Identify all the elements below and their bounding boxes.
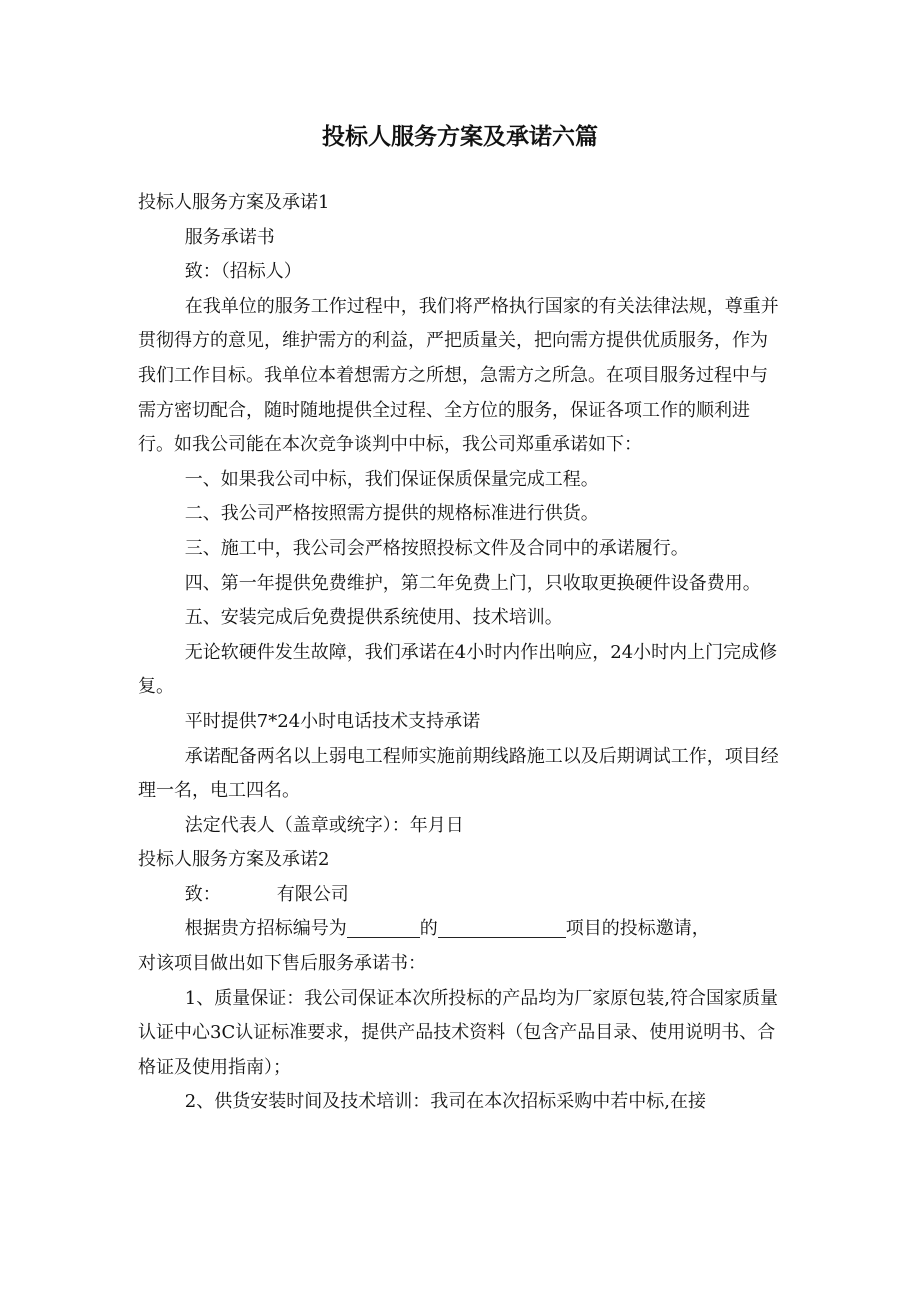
invitation-text: 根据贵方招标编号为	[184, 918, 347, 940]
addressee	[138, 878, 783, 913]
service-item: 1、质量保证：我公司保证本次所投标的产品均为厂家原包装,符合国家质量认证中心3C认证标准要求，提供产品技术资料（包含产品目录、使用说明书、合格证及使用指南）；	[138, 987, 778, 1078]
section-subtitle: 服务承诺书	[184, 226, 275, 248]
addressee-company: 有限公司	[276, 883, 349, 905]
commitment-item: 平时提供7*24小时电话技术支持承诺	[184, 710, 481, 732]
commitment-item: 二、我公司严格按照需方提供的规格标准进行供货。	[184, 503, 599, 525]
invitation-continuation: 对该项目做出如下售后服务承诺书：	[138, 953, 426, 975]
commitment-item: 承诺配备两名以上弱电工程师实施前期线路施工以及后期调试工作，项目经理一名，电工四名。	[138, 745, 779, 802]
addressee-label: 致：	[184, 883, 221, 905]
invitation-text: 的	[419, 918, 438, 940]
commitment-item: 三、施工中，我公司会严格按照投标文件及合同中的承诺履行。	[184, 537, 689, 559]
commitment-item: 无论软硬件发生故障，我们承诺在4小时内作出响应，24小时内上门完成修复。	[138, 641, 778, 698]
intro-paragraph: 在我单位的服务工作过程中，我们将严格执行国家的有关法律法规，尊重并贯彻得方的意见，维护需方的利益，严把质量关，把向需方提供优质服务，作为我们工作目标。我单位本着想需方之所想，急需方之所急。在项目服务过程中与需方密切配合，随时随地提供全过程、全方位的服务，保证各项工作的顺利进行。如我公司能在本次竞争谈判中中标，我公司郑重承诺如下：	[138, 295, 779, 456]
invitation-text: 项目的投标邀请，	[565, 918, 710, 940]
service-item: 2、供货安装时间及技术培训：我司在本次招标采购中若中标,在接	[184, 1091, 706, 1113]
project-name-blank	[438, 917, 566, 938]
commitment-item: 五、安装完成后免费提供系统使用、技术培训。	[184, 607, 563, 629]
document-body	[138, 186, 783, 1120]
commitment-item: 四、第一年提供免费维护，第二年免费上门，只收取更换硬件设备费用。	[184, 572, 761, 594]
addressee: 致：（招标人）	[184, 261, 302, 283]
section-heading: 投标人服务方案及承诺2	[138, 849, 330, 871]
signature-line: 法定代表人（盖章或统字）：年月日	[184, 814, 464, 836]
section-heading: 投标人服务方案及承诺1	[138, 192, 330, 213]
document-title: 投标人服务方案及承诺六篇	[322, 124, 598, 150]
invitation-line	[138, 912, 783, 947]
commitment-item: 一、如果我公司中标，我们保证保质保量完成工程。	[184, 468, 599, 490]
tender-number-blank	[347, 917, 420, 938]
